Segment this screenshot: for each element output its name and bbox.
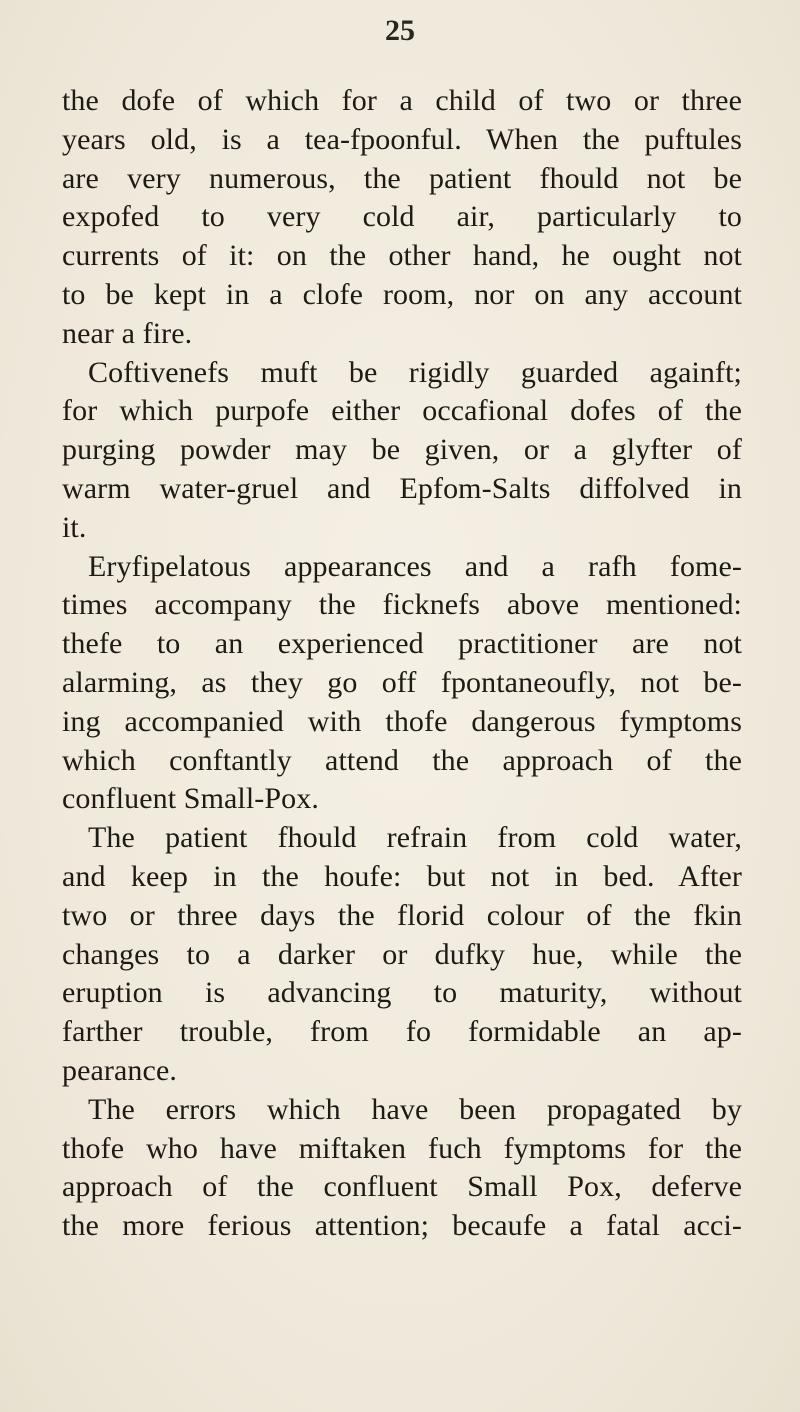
text-line: expofed to very cold air, particularly to [62, 200, 742, 234]
text-line: warm water-gruel and Epfom-Salts diffolved in [62, 471, 742, 505]
text-line: changes to a darker or dufky hue, while the [62, 937, 742, 971]
text-line: alarming, as they go off fpontaneoufly, not be- [62, 665, 742, 699]
text-line: near a fire. [62, 316, 193, 350]
text-line: currents of it: on the other hand, he ought not [62, 239, 742, 273]
text-line: years old, is a tea-fpoonful. When the puftules [62, 122, 742, 156]
text-line: thofe who have miftaken fuch fymptoms for the [62, 1131, 742, 1165]
text-line: pearance. [62, 1053, 177, 1087]
text-line: approach of the confluent Small Pox, deferve [62, 1170, 742, 1204]
text-line: it. [62, 510, 87, 544]
text-line: the dofe of which for a child of two or three [62, 84, 742, 117]
text-line: eruption is advancing to maturity, without [62, 976, 742, 1010]
text-line: and keep in the houfe: but not in bed. After [62, 859, 742, 893]
text-line: for which purpofe either occafional dofes of the [62, 394, 742, 428]
text-line: Coftivenefs muft be rigidly guarded againft; [88, 355, 742, 389]
text-line: The errors which have been propagated by [88, 1092, 742, 1126]
text-line: the more ferious attention; becaufe a fatal acci- [62, 1209, 742, 1243]
text-line: confluent Small-Pox. [62, 782, 319, 816]
text-line: to be kept in a clofe room, nor on any account [62, 277, 742, 311]
text-line: farther trouble, from fo formidable an ap- [62, 1015, 742, 1049]
page-number: 25 [385, 14, 415, 47]
text-line: are very numerous, the patient fhould not be [62, 161, 742, 195]
text-line: ing accompanied with thofe dangerous fymptoms [62, 704, 742, 738]
text-line: purging powder may be given, or a glyfter of [62, 433, 742, 467]
text-line: thefe to an experienced practitioner are not [62, 627, 742, 661]
body-text [62, 82, 742, 1246]
text-line: The patient fhould refrain from cold water, [88, 821, 742, 855]
text-line: which conftantly attend the approach of the [62, 743, 742, 777]
text-line: times accompany the ficknefs above mentioned: [62, 588, 742, 622]
text-line: Eryfipelatous appearances and a rafh fome- [88, 549, 742, 583]
text-line: two or three days the florid colour of the fkin [62, 898, 742, 932]
